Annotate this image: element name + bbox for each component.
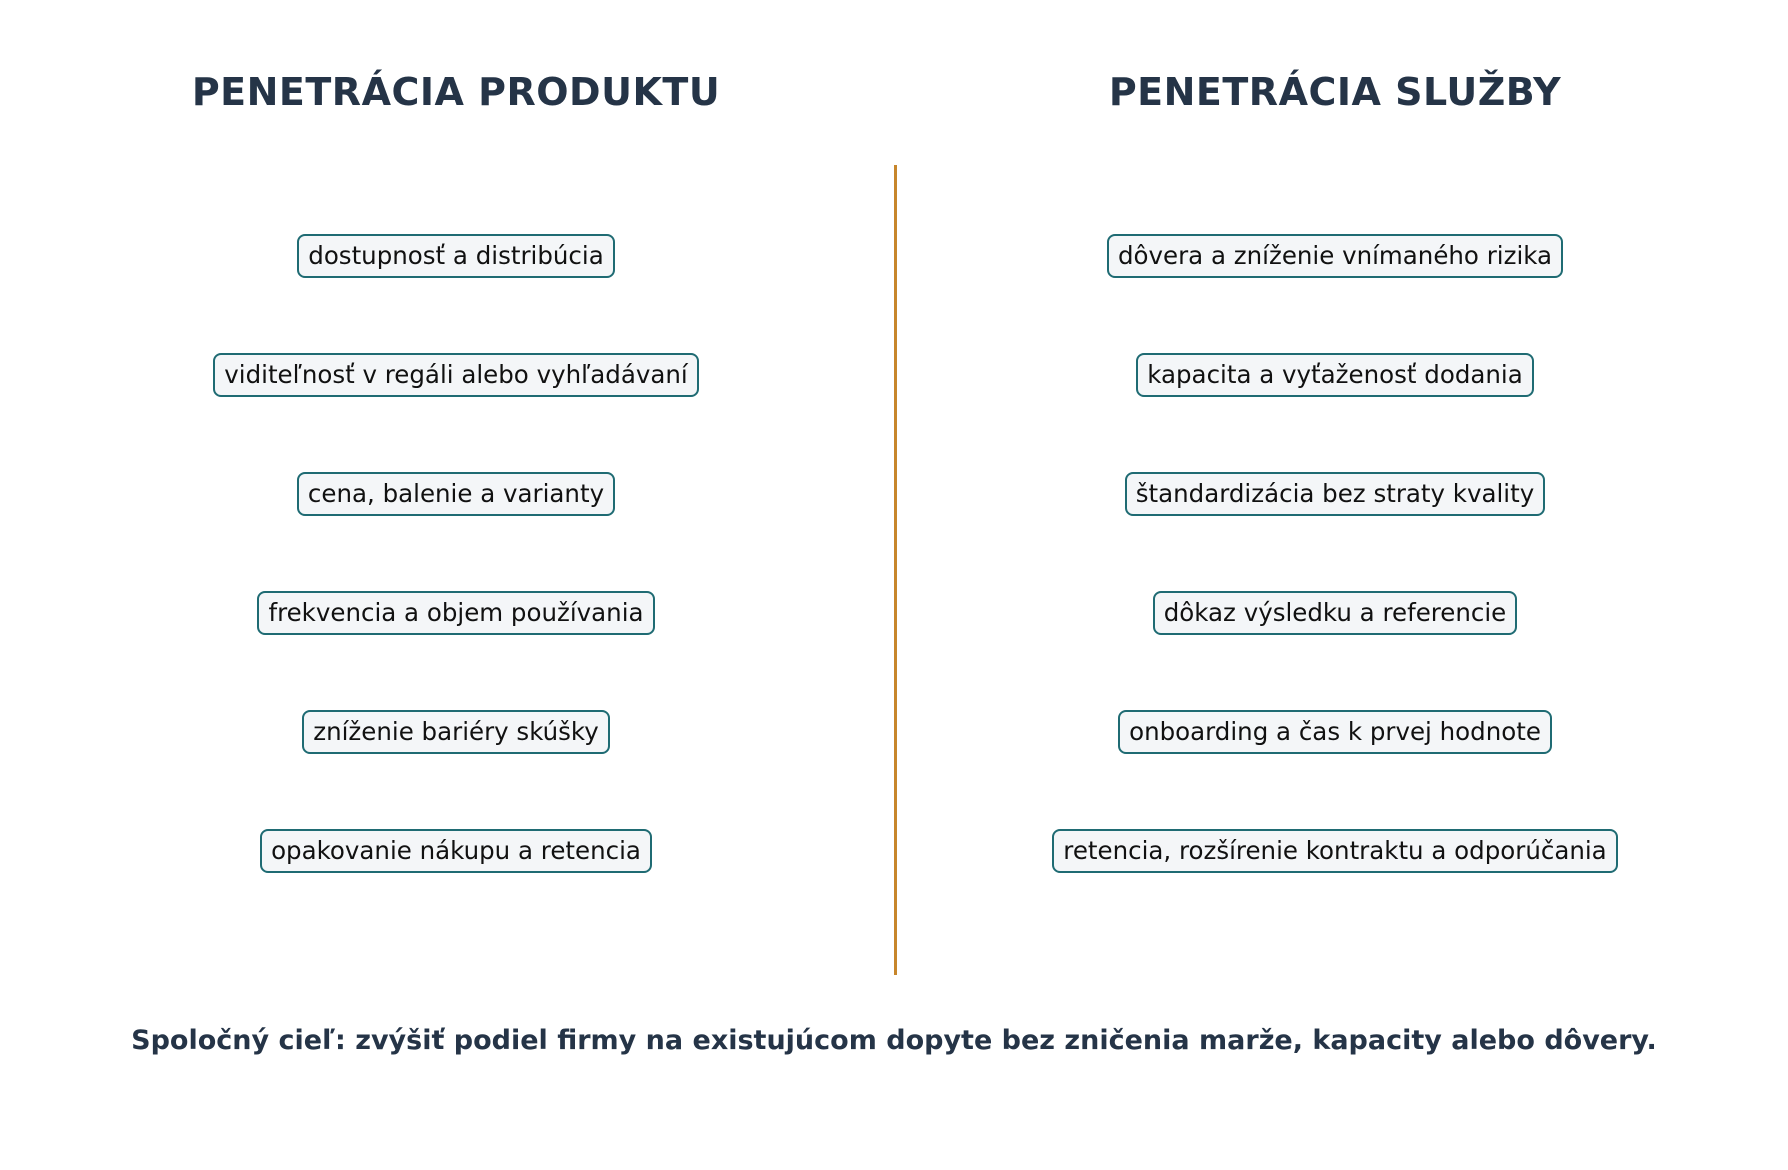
product-factor-box: zníženie bariéry skúšky [302,710,610,754]
service-factor-box: onboarding a čas k prvej hodnote [1118,710,1552,754]
service-factor-item [935,353,1735,397]
product-factor-box: frekvencia a objem používania [257,591,654,635]
service-factor-item [935,591,1735,635]
service-factor-item [935,829,1735,873]
product-factor-item [56,829,856,873]
product-factor-box: viditeľnosť v regáli alebo vyhľadávaní [213,353,698,397]
service-factor-item [935,234,1735,278]
product-factor-item [56,472,856,516]
service-factor-box: štandardizácia bez straty kvality [1125,472,1545,516]
product-factor-item [56,710,856,754]
product-factor-box: cena, balenie a varianty [297,472,615,516]
product-penetration-title: PENETRÁCIA PRODUKTU [191,70,721,114]
column-divider [894,165,897,975]
service-factor-box: kapacita a vyťaženosť dodania [1136,353,1534,397]
product-factor-box: dostupnosť a distribúcia [297,234,614,278]
service-penetration-title: PENETRÁCIA SLUŽBY [1108,70,1562,114]
product-factor-item [56,353,856,397]
service-factor-box: retencia, rozšírenie kontraktu a odporúčania [1052,829,1617,873]
service-factor-item [935,710,1735,754]
product-factor-box: opakovanie nákupu a retencia [260,829,652,873]
product-factor-list [56,234,856,948]
service-factor-box: dôkaz výsledku a referencie [1153,591,1518,635]
service-factor-list [935,234,1735,948]
service-factor-box: dôvera a zníženie vnímaného rizika [1107,234,1563,278]
shared-goal-caption: Spoločný cieľ: zvýšiť podiel firmy na existujúcom dopyte bez zničenia marže, kapacity alebo dôvery. [131,1025,1657,1056]
service-factor-item [935,472,1735,516]
product-factor-item [56,234,856,278]
product-factor-item [56,591,856,635]
